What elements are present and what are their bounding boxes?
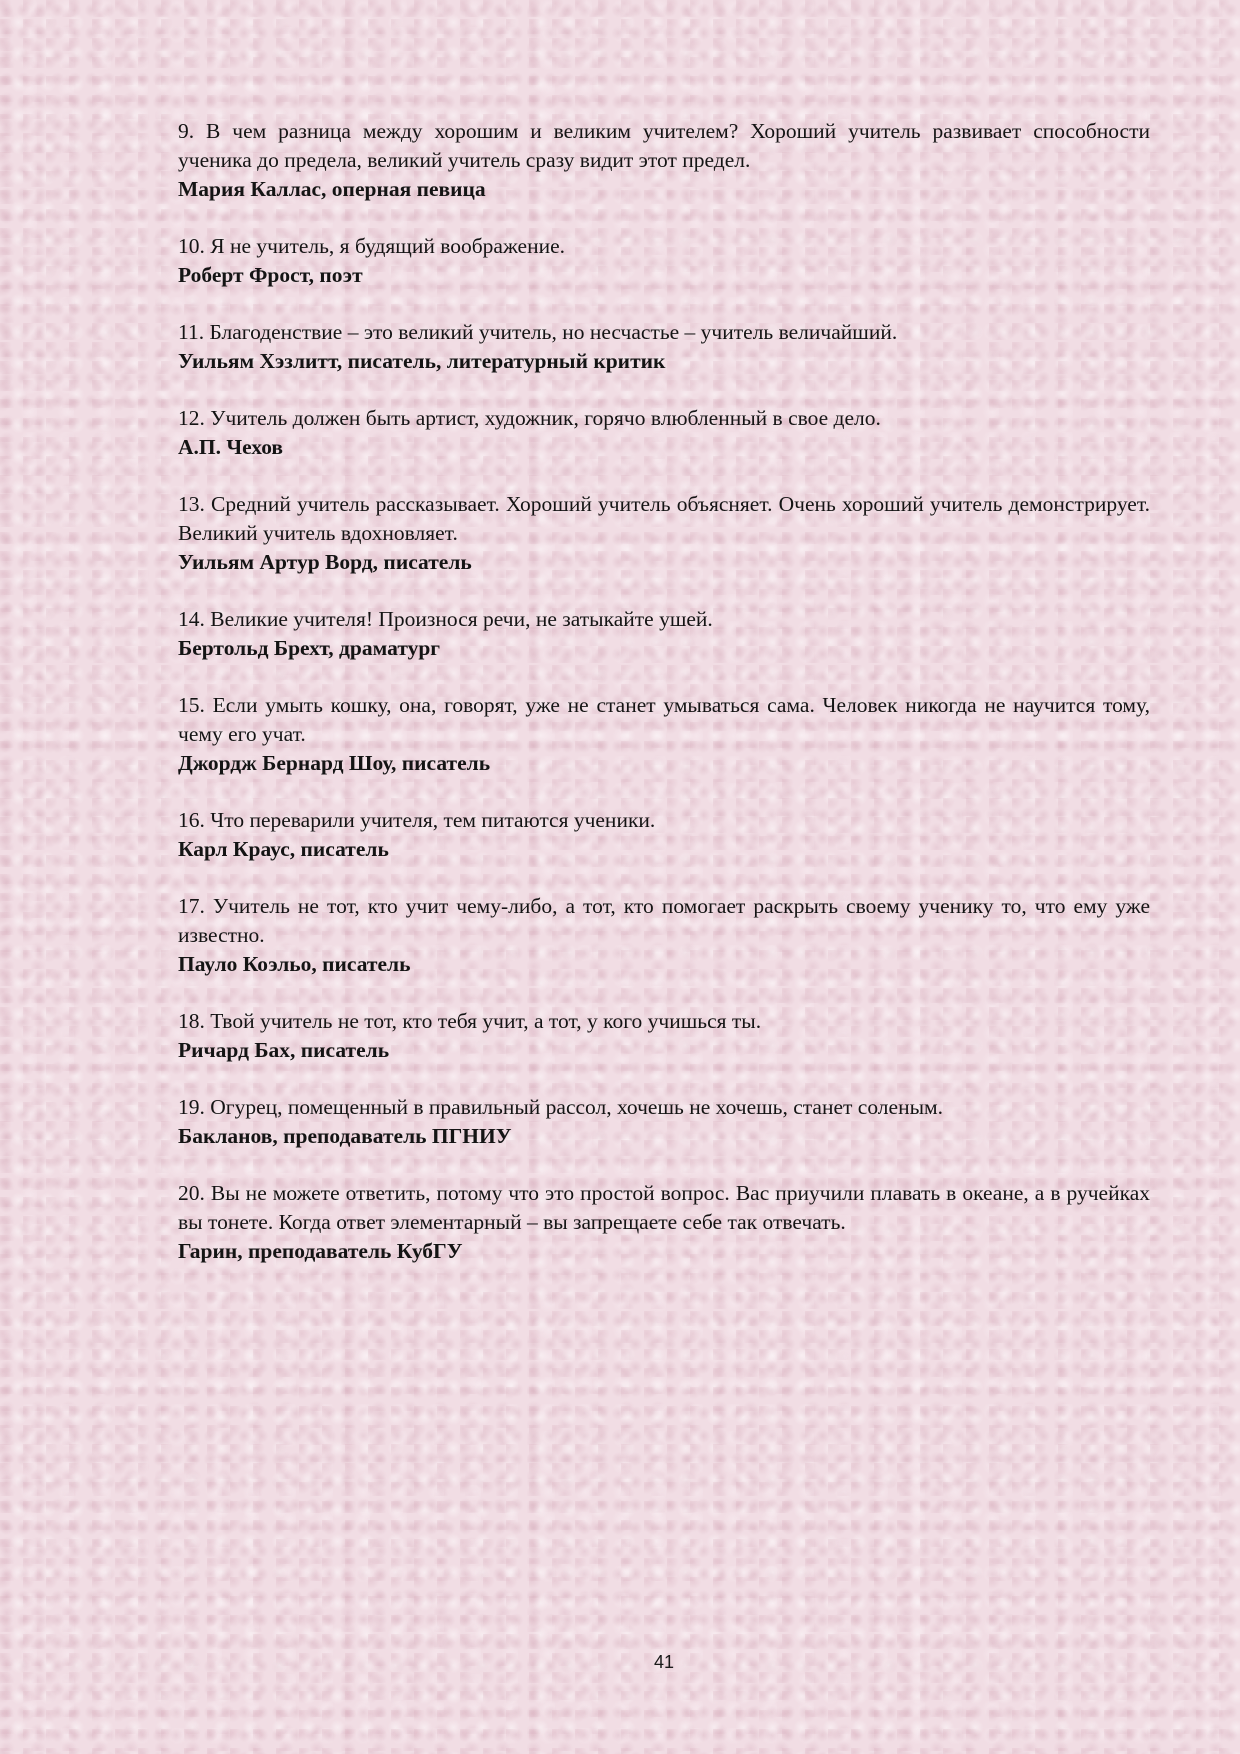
quote-author: Бертольд Брехт, драматург xyxy=(178,636,441,660)
quote-author: Уильям Артур Ворд, писатель xyxy=(178,550,472,574)
quote-text: 9. В чем разница между хорошим и великим учителем? Хороший учитель развивает способности ученика до предела, великий учитель сразу видит этот предел. xyxy=(178,119,1150,172)
quote-item xyxy=(178,1007,1150,1065)
quote-author: Ричард Бах, писатель xyxy=(178,1038,390,1062)
quote-text: 16. Что переварили учителя, тем питаются ученики. xyxy=(178,808,656,832)
quote-author: Пауло Коэльо, писатель xyxy=(178,952,411,976)
quote-text: 14. Великие учителя! Произнося речи, не затыкайте ушей. xyxy=(178,607,713,631)
quote-item xyxy=(178,892,1150,979)
quote-author: А.П. Чехов xyxy=(178,435,284,459)
quote-text: 11. Благоденствие – это великий учитель, но несчастье – учитель величайший. xyxy=(178,320,898,344)
quote-item xyxy=(178,117,1150,204)
quote-author: Мария Каллас, оперная певица xyxy=(178,177,486,201)
quote-author: Бакланов, преподаватель ПГНИУ xyxy=(178,1124,512,1148)
quote-text: 12. Учитель должен быть артист, художник, горячо влюбленный в свое дело. xyxy=(178,406,881,430)
quote-text: 13. Средний учитель рассказывает. Хороший учитель объясняет. Очень хороший учитель демонстрирует. Великий учитель вдохновляет. xyxy=(178,492,1150,545)
quote-author: Гарин, преподаватель КубГУ xyxy=(178,1239,463,1263)
quote-author: Уильям Хэзлитт, писатель, литературный критик xyxy=(178,349,666,373)
quote-author: Джордж Бернард Шоу, писатель xyxy=(178,751,491,775)
quote-author: Роберт Фрост, поэт xyxy=(178,263,363,287)
quote-item xyxy=(178,1179,1150,1266)
page-number: 41 xyxy=(653,1652,675,1672)
quote-item xyxy=(178,806,1150,864)
quote-author: Карл Краус, писатель xyxy=(178,837,389,861)
quote-item xyxy=(178,605,1150,663)
quote-item xyxy=(178,404,1150,462)
quote-text: 10. Я не учитель, я будящий воображение. xyxy=(178,234,566,258)
quote-text: 19. Огурец, помещенный в правильный рассол, хочешь не хочешь, станет соленым. xyxy=(178,1095,944,1119)
quote-text: 18. Твой учитель не тот, кто тебя учит, а тот, у кого учишься ты. xyxy=(178,1009,762,1033)
quote-item xyxy=(178,1093,1150,1151)
quote-item xyxy=(178,691,1150,778)
quote-text: 20. Вы не можете ответить, потому что это простой вопрос. Вас приучили плавать в океане, а в ручейках вы тонете. Когда ответ элементарный – вы запрещаете себе так отвечать. xyxy=(178,1181,1150,1234)
quote-text: 15. Если умыть кошку, она, говорят, уже не станет умываться сама. Человек никогда не научится тому, чему его учат. xyxy=(178,693,1150,746)
quote-text: 17. Учитель не тот, кто учит чему-либо, а тот, кто помогает раскрыть своему ученику то, что ему уже известно. xyxy=(178,894,1150,947)
document-page xyxy=(178,117,1150,1294)
quote-item xyxy=(178,318,1150,376)
quote-item xyxy=(178,490,1150,577)
quote-item xyxy=(178,232,1150,290)
